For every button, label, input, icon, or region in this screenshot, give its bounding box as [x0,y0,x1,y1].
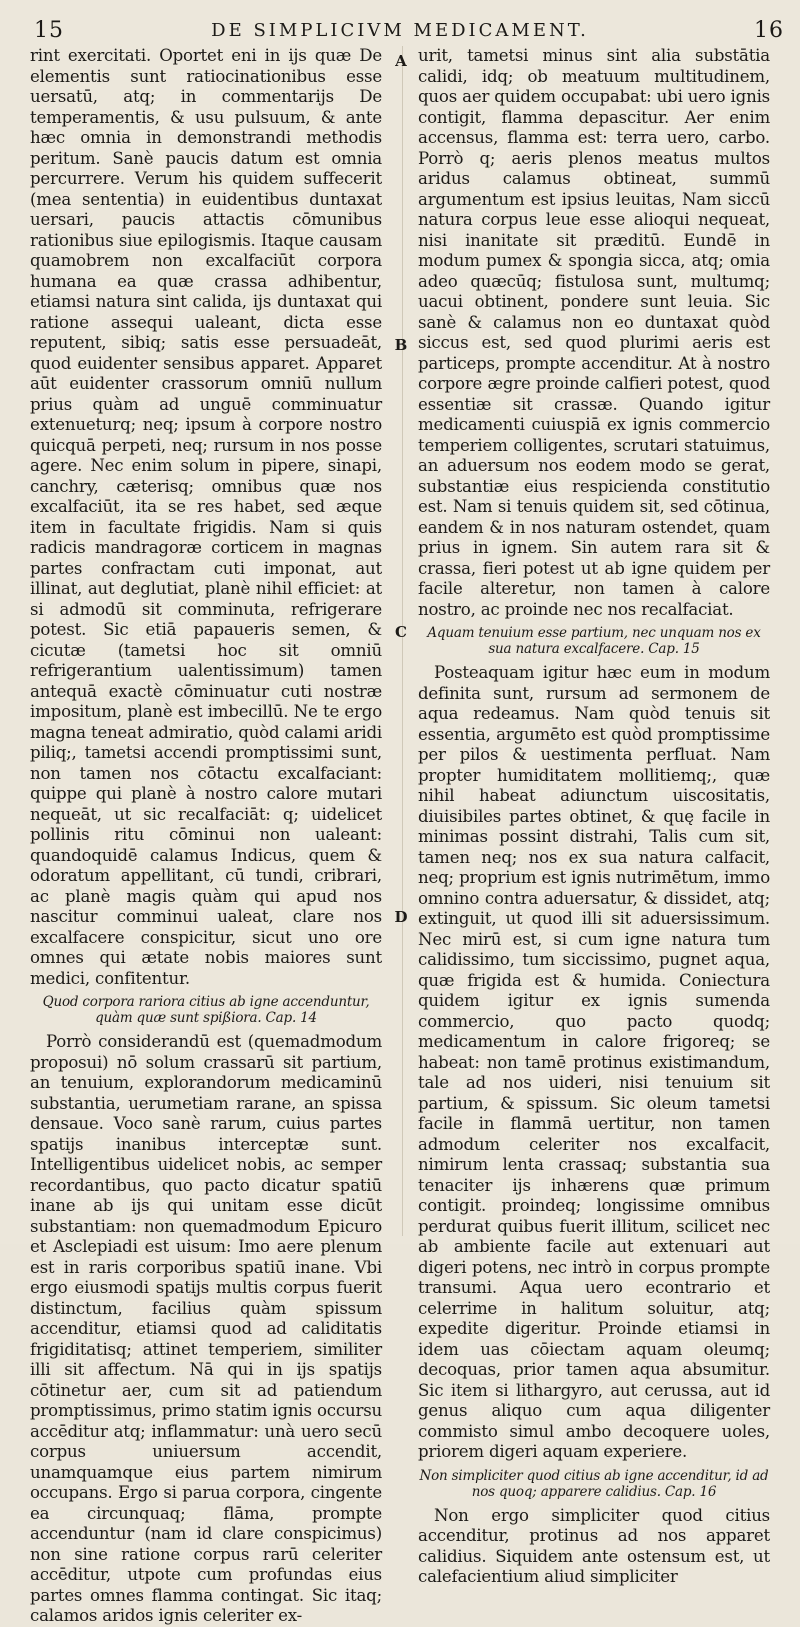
left-paragraph-1: rint exercitati. Oportet eni in ijs quæ De elementis sunt ratiocinationibus esse uersatū, atq; in commentarijs De temperamentis, & usu pulsuum, & ante hæc omnia in demonstrandi methodis peritum. Sanè paucis datum est omnia percurrere. Verum his quidem suffecerit (mea sententia) in euidentibus duntaxat uersari, paucis attactis cōmunibus rationibus siue epilogismis. Itaque causam quamobrem non excalfaciūt corpora humana ea quæ crassa adhibentur, etiamsi natura sint calida, ijs duntaxat qui ratione assequi ualeant, dicta esse reputent, sibiq; satis esse persuadeāt, quod euidenter sensibus apparet. Apparet aūt euidenter crassorum omniū nullum prius quàm ad unguē comminuatur extenueturq; neq; ipsum à corpore nostro quicquā perpeti, neq; rursum in nos posse agere. Nec enim solum in pipere, sinapi, canchry, cæterisq; omnibus quæ nos excalfaciūt, ita se res habet, sed æque item in facultate frigidis. Nam si quis radicis mandragoræ corticem in magnas partes confractam cuti imponat, aut illinat, aut deglutiat, planè nihil efficiet: at si admodū sit comminuta, refrigerare potest. Sic etiā papaueris semen, & cicutæ (tametsi hoc sit omniū refrigerantium ualentissimum) tamen antequā exactè cōminuatur cuti nostræ impositum, planè est imbecillū. Ne te ergo magna teneat admiratio, quòd calami aridi piliq;, tametsi accendi promptissimi sunt, non tamen nos cōtactu excalfaciant: quippe qui planè à nostro calore mutari nequeāt, ut sic recalfaciāt: q; uidelicet pollinis ritu cōminui non ualeant: quandoquidē calamus Indicus, quem & odoratum appellitant, cū tundi, cribrari, ac planè magis quàm qui apud nos nascitur comminui ualeat, clare nos excalfacere conspicitur, sicut uno ore omnes qui ætate nobis maiores sunt medici, confitentur. [30,46,382,988]
left-column [30,46,382,1627]
margin-marker-c: C [395,623,407,641]
chapter-15-heading: Aquam tenuium esse partium, nec unquam nos ex sua natura excalfacere. Cap. 15 [427,625,761,657]
left-paragraph-2: Porrò considerandū est (quemadmodum proposui) nō solum crassarū sit partium, an tenuium, explorandorum medicaminū substantia, uerumetiam rarane, an spissa densaue. Voco sanè rarum, cuius partes spatijs inanibus interceptæ sunt. Intelligentibus uidelicet nobis, ac semper recordantibus, quo pacto dicatur spatiū inane ab ijs qui unitam esse dicūt substantiam: non quemadmodum Epicuro et Asclepiadi est uisum: Imo aere plenum est in raris corporibus spatiū inane. Vbi ergo eiusmodi spatijs multis corpus fuerit distinctum, facilius quàm spissum accenditur, etiamsi quod ad caliditatis frigiditatisq; attinet temperiem, similiter illi sit affectum. Nā qui in ijs spatijs cōtinetur aer, cum sit ad patiendum promptissimus, primo statim ignis occursu accēditur atq; inflammatur: unà uero secū corpus uniuersum accendit, unamquamque eius partem nimirum occupans. Ergo si parua corpora, cingente ea circunquaq; flāma, prompte accenduntur (nam id clare conspicimus) non sine ratione corpus rarū celeriter accēditur, utpote cum profundas eius partes omnes flamma contingat. Sic itaq; calamos aridos ignis celeriter ex- [30,1032,382,1625]
chapter-14-heading: Quod corpora rariora citius ab igne accenduntur, quàm quæ sunt spißiora. Cap. 14 [42,994,370,1026]
right-paragraph-3: Non ergo simpliciter quod citius accenditur, protinus ad nos apparet calidius. Siquidem ante ostensum est, ut calefacientium aliud simpliciter [418,1505,770,1586]
page-number-right: 16 [754,18,784,43]
column-divider [402,46,403,1236]
running-title: DE SIMPLICIVM MEDICAMENT. [211,20,589,41]
right-paragraph-2: Posteaquam igitur hæc eum in modum definita sunt, rursum ad sermonem de aqua redeamus. Nam quòd tenuis sit essentia, argumēto est quòd promptissime per pilos & uestimenta perfluat. Nam propter humiditatem mollitiemq;, quæ nihil habeat adiunctum uiscositatis, diuisibiles partes obtinet, & quę facile in minimas possint distrahi, Talis cum sit, tamen neq; nos ex sua natura calfacit, neq; proprium est ignis nutrimētum, immo omnino contra aduersatur, & dissidet, atq; extinguit, ut quod illi sit aduersissimum. Nec mirū est, si cum igne natura tum calidissimo, tum siccissimo, pugnet aqua, quæ frigida est & humida. Coniectura quidem igitur ex ignis sumenda commercio, quo pacto quodq; medicamentum in calore frigoreq; se habeat: non tamē protinus existimandum, tale ad nos uideri, nisi tenuium sit partium, & spissum. Sic oleum tametsi facile in flammā uertitur, non tamen admodum celeriter nos excalfacit, nimirum lenta crassaq; substantia sua tenaciter ijs inhærens quæ primum contigit. proindeq; longissime omnibus perdurat quibus fuerit illitum, scilicet nec ab ambiente facile aut extenuari aut digeri potens, nec intrò in corpus prompte transumi. Aqua uero econtrario et celerrime in halitum soluitur, atq; expedite digeritur. Proinde etiamsi in idem uas cōiectam aquam oleumq; decoquas, prior tamen aqua absumitur. Sic item si lithargyro, aut cerussa, aut id genus aliquo cum aqua diligenter commisto simul ambo decoquere uoles, priorem digeri aquam experiere. [418,663,770,1461]
page-header [0,18,800,48]
right-column [418,46,770,1588]
margin-marker-b: B [394,336,408,354]
page-number-left: 15 [34,18,64,43]
right-paragraph-1: urit, tametsi minus sint alia substātia calidi, idq; ob meatuum multitudinem, quos aer quidem occupabat: ubi uero ignis contigit, flamma depascitur. Aer enim accensus, flamma est: terra uero, carbo. Porrò q; aeris plenos meatus multos aridus calamus obtineat, summū argumentum est ipsius leuitas, Nam siccū natura corpus leue esse alioqui nequeat, nisi inanitate sit præditū. Eundē in modum pumex & spongia sicca, atq; omia adeo quæcūq; fistulosa sunt, multumq; uacui obtinent, pondere sunt leuia. Sic sanè & calamus non eo duntaxat quòd siccus est, sed quod plurimi aeris est particeps, prompte accenditur. At à nostro corpore ægre proinde calfieri potest, quod essentiæ sit crassæ. Quando igitur medicamenti cuiuspiā ex ignis commercio temperiem colligentes, scrutari statuimus, an aduersum nos eodem modo se gerat, substantiæ eius respicienda constitutio est. Nam si tenuis quidem sit, sed cōtinua, eandem & in nos naturam ostendet, quam prius in ignem. Sin autem rara sit & crassa, fieri potest ut ab igne quidem per facile alteretur, non tamen à calore nostro, ac proinde nec nos recalfaciat. [418,46,770,619]
chapter-16-heading: Non simpliciter quod citius ab igne accenditur, id ad nos quoq; apparere calidius. Cap. 16 [419,1467,769,1500]
margin-marker-a: A [395,52,407,70]
margin-marker-d: D [394,908,408,926]
